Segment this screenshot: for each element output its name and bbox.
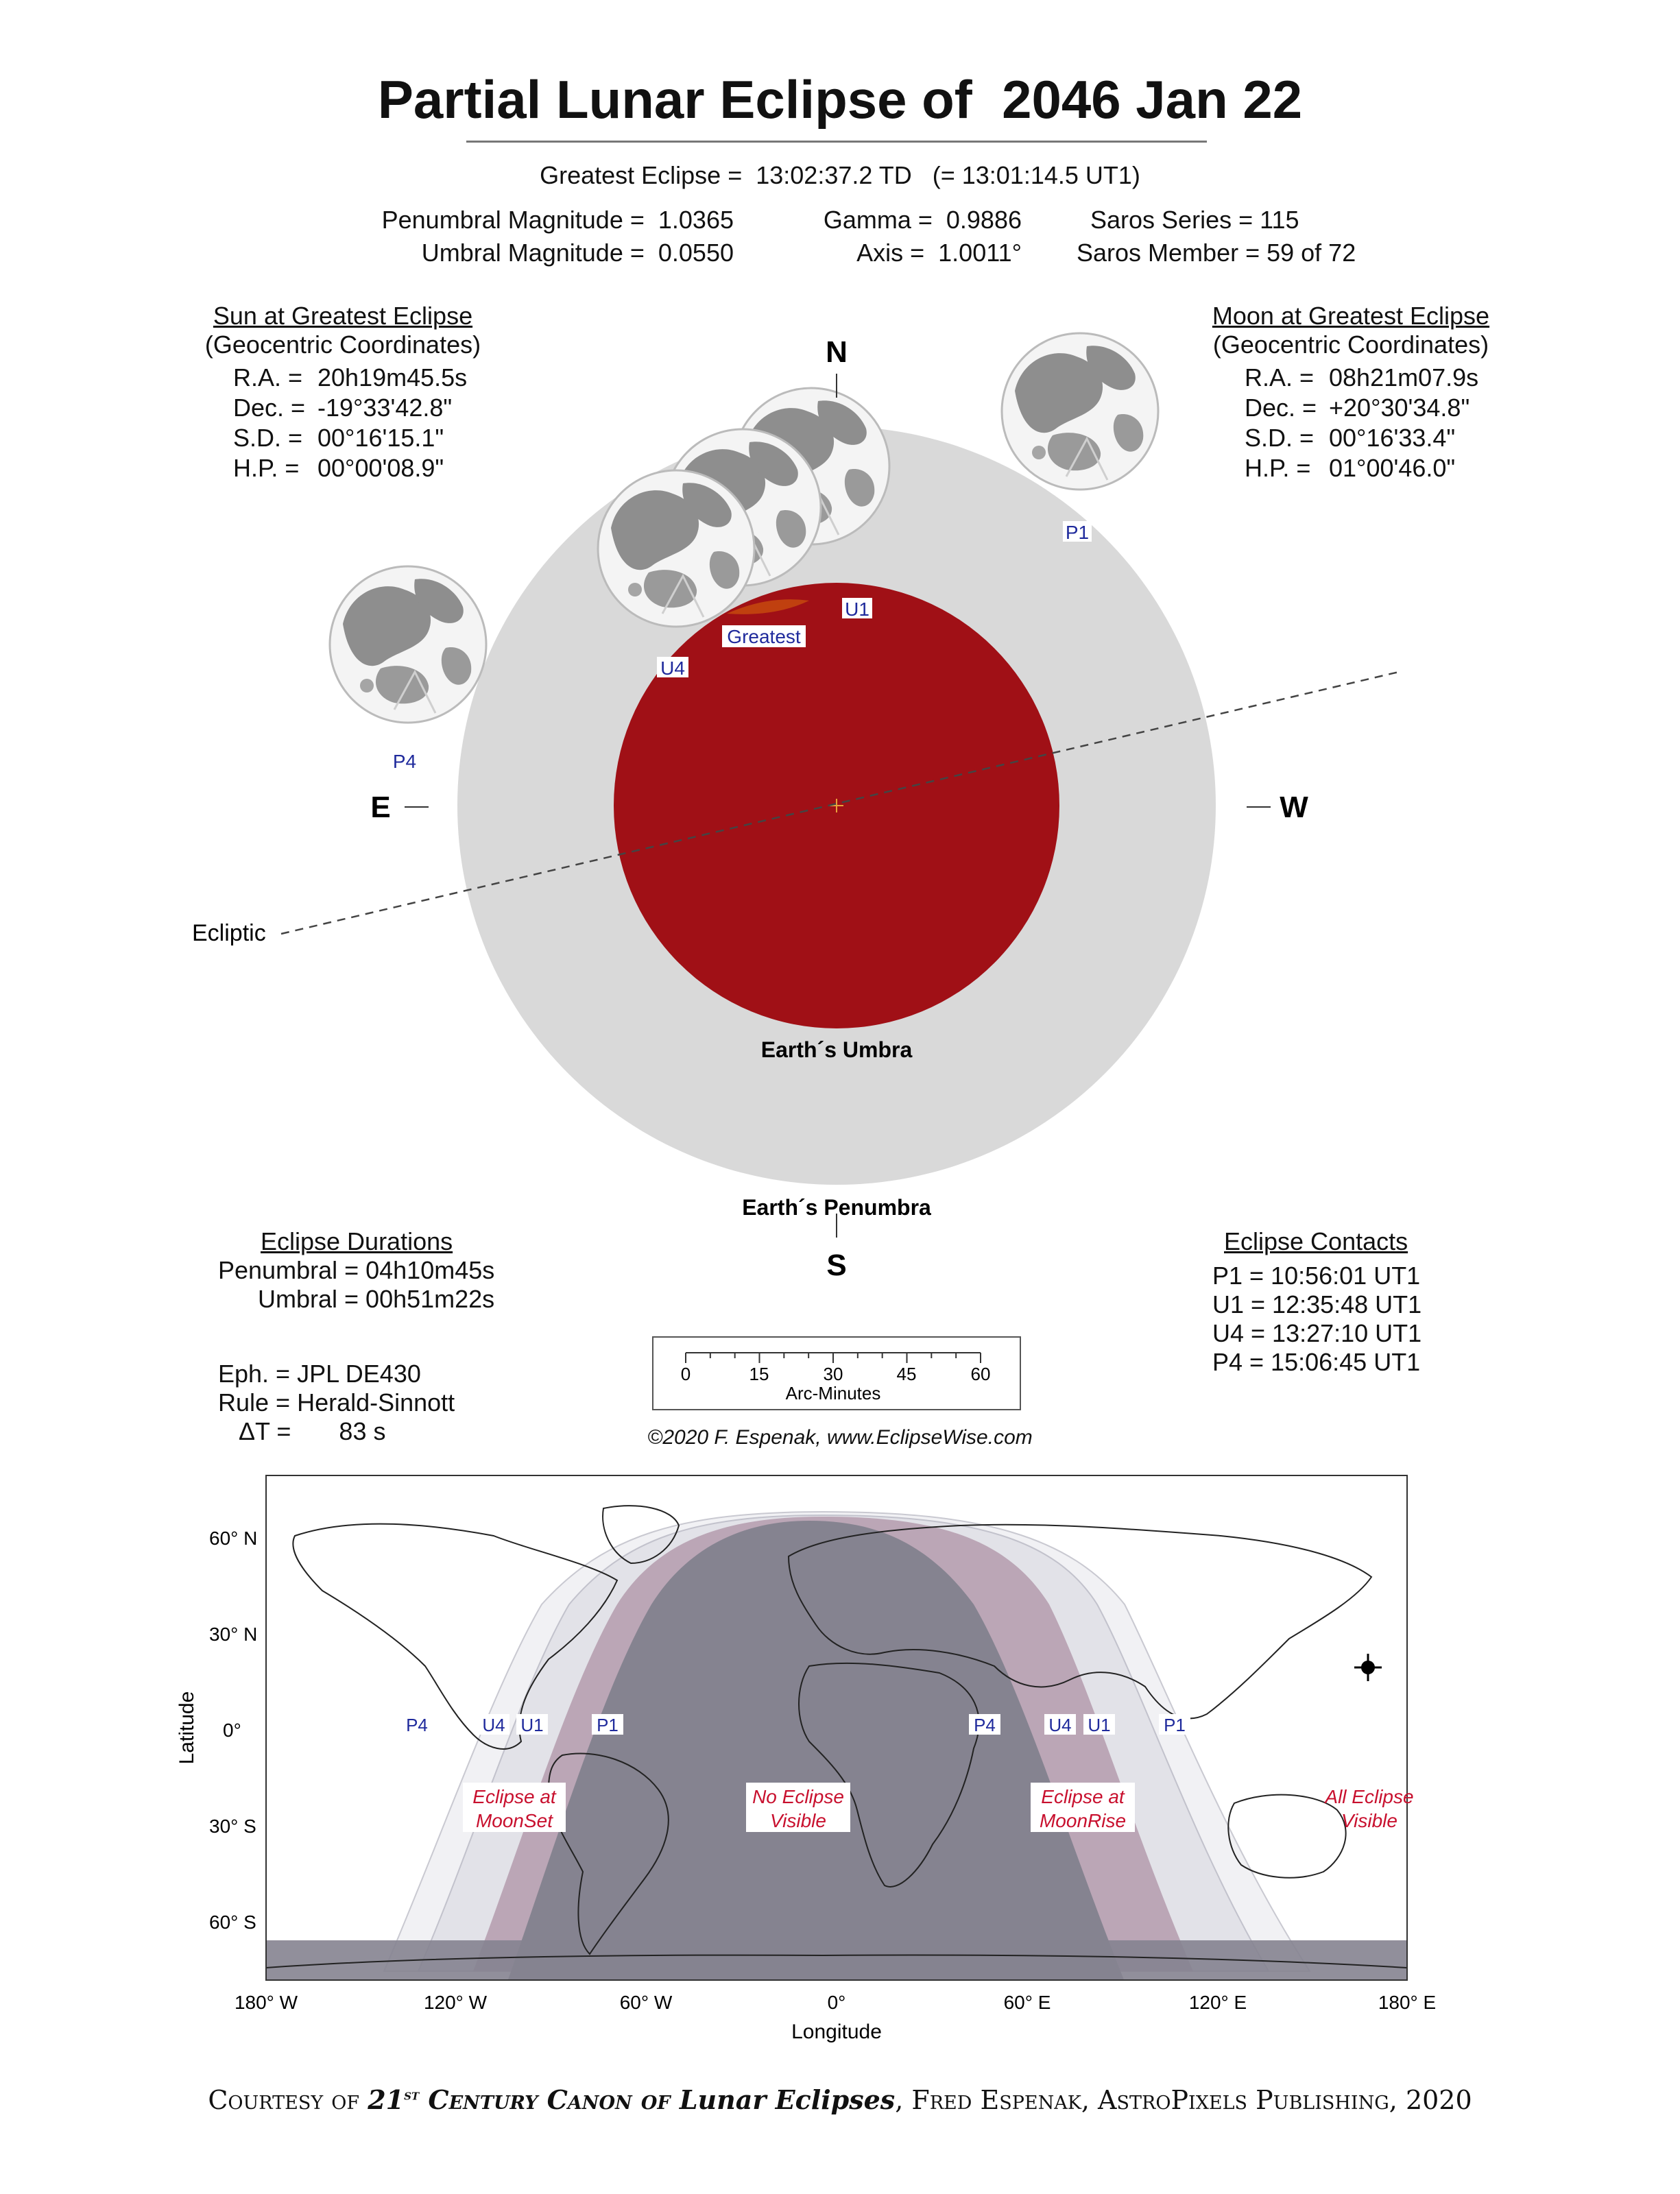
xtick-120w: 120° W — [423, 1992, 488, 2013]
scale-bar — [651, 1336, 1022, 1412]
moon-p4 — [330, 566, 486, 723]
map-xlabel: Longitude — [791, 2021, 882, 2043]
page-title: Partial Lunar Eclipse of 2046 Jan 22 — [377, 69, 1303, 130]
ephemeris: Eph. = JPL DE430 — [218, 1360, 421, 1388]
contact-p4-label: P4 — [392, 751, 417, 772]
umbral-magnitude: Umbral Magnitude = 0.0550 — [421, 239, 734, 267]
xtick-60w: 60° W — [619, 1992, 673, 2013]
umbral-duration: Umbral = 00h51m22s — [258, 1285, 495, 1313]
scale-tick-45: 45 — [896, 1364, 917, 1384]
saros-member: Saros Member = 59 of 72 — [1077, 239, 1356, 267]
ytick-30n: 30° N — [209, 1624, 258, 1645]
xtick-180w: 180° W — [234, 1992, 298, 2013]
footer-credit: Courtesy of 21st Century Canon of Lunar Eclipses, Fred Espenak, AstroPixels Publishing, 2020 — [208, 2084, 1472, 2115]
zone-none-line2: Visible — [770, 1810, 826, 1831]
zone-none-line1: No Eclipse — [752, 1786, 844, 1807]
map-east-u4: U4 — [1048, 1715, 1072, 1735]
contact-p1-label: P1 — [1065, 522, 1090, 543]
scale-label: Arc-Minutes — [785, 1383, 881, 1403]
saros-series: Saros Series = 115 — [1090, 206, 1299, 234]
contact-u4-label: U4 — [660, 658, 685, 679]
contact-u1-label: U1 — [845, 599, 869, 620]
penumbral-duration: Penumbral = 04h10m45s — [218, 1256, 495, 1284]
moon-dec: Dec. = +20°30'34.8" — [1245, 394, 1470, 422]
moon-subheading: (Geocentric Coordinates) — [1212, 330, 1489, 359]
south-label: S — [826, 1249, 847, 1282]
sun-hp: H.P. = 00°00'08.9" — [233, 454, 444, 482]
sun-subheading: (Geocentric Coordinates) — [204, 330, 481, 359]
copyright: ©2020 F. Espenak, www.EclipseWise.com — [647, 1426, 1033, 1449]
map-east-p1: P1 — [1164, 1715, 1186, 1735]
map-ylabel: Latitude — [176, 1691, 198, 1765]
scale-tick-30: 30 — [823, 1364, 843, 1384]
axis: Axis = 1.0011° — [856, 239, 1022, 267]
zone-all-line1: All Eclipse — [1325, 1786, 1414, 1807]
map-west-u1: U1 — [520, 1715, 544, 1735]
map-west-p1: P1 — [597, 1715, 619, 1735]
contacts-heading: Eclipse Contacts — [1224, 1227, 1408, 1255]
scale-tick-60: 60 — [970, 1364, 991, 1384]
sun-heading: Sun at Greatest Eclipse — [213, 302, 473, 330]
delta-t: ΔT = 83 s — [239, 1417, 386, 1445]
contact-u4-time: U4 = 13:27:10 UT1 — [1212, 1319, 1422, 1347]
greatest-eclipse: Greatest Eclipse = 13:02:37.2 TD (= 13:01:14.5 UT1) — [540, 161, 1140, 189]
scale-tick-15: 15 — [749, 1364, 769, 1384]
moon-sd: S.D. = 00°16'33.4" — [1245, 424, 1456, 452]
ytick-0: 0° — [223, 1720, 241, 1741]
contact-greatest-label: Greatest — [727, 626, 801, 647]
map-east-p4: P4 — [974, 1715, 996, 1735]
xtick-120e: 120° E — [1188, 1992, 1247, 2013]
scale-tick-0: 0 — [680, 1364, 691, 1384]
east-label: E — [370, 791, 391, 824]
zone-all-line2: Visible — [1341, 1810, 1397, 1831]
visibility-map — [0, 1460, 1680, 2064]
durations-heading: Eclipse Durations — [261, 1227, 453, 1255]
north-label: N — [826, 335, 848, 369]
map-east-u1: U1 — [1088, 1715, 1111, 1735]
contacts-list — [1212, 1262, 1421, 1377]
ytick-30s: 30° S — [209, 1816, 256, 1837]
moon-heading: Moon at Greatest Eclipse — [1212, 302, 1490, 330]
sun-dec: Dec. = -19°33'42.8" — [233, 394, 453, 422]
zone-moonrise-line1: Eclipse at — [1041, 1786, 1125, 1807]
zone-moonset-line2: MoonSet — [475, 1810, 553, 1831]
xtick-0: 0° — [827, 1992, 846, 2013]
moon-p1 — [1002, 333, 1158, 490]
penumbra-label: Earth´s Penumbra — [742, 1195, 931, 1220]
sun-sd: S.D. = 00°16'15.1" — [233, 424, 444, 452]
zone-moonset-line1: Eclipse at — [472, 1786, 556, 1807]
west-label: W — [1280, 791, 1308, 824]
ytick-60n: 60° N — [209, 1528, 258, 1549]
gamma: Gamma = 0.9886 — [823, 206, 1022, 234]
moon-hp: H.P. = 01°00'46.0" — [1245, 454, 1456, 482]
ecliptic-label: Ecliptic — [192, 920, 266, 946]
contact-p1-time: P1 = 10:56:01 UT1 — [1212, 1262, 1421, 1290]
ytick-60s: 60° S — [209, 1912, 256, 1933]
rule: Rule = Herald-Sinnott — [218, 1388, 455, 1417]
moon-u4 — [598, 470, 754, 627]
map-west-p4: P4 — [406, 1715, 428, 1735]
zone-moonrise-line2: MoonRise — [1039, 1810, 1127, 1831]
umbra-label: Earth´s Umbra — [760, 1037, 913, 1062]
contact-p4-time: P4 = 15:06:45 UT1 — [1212, 1348, 1421, 1376]
contact-u1-time: U1 = 12:35:48 UT1 — [1212, 1290, 1422, 1318]
moon-ra: R.A. = 08h21m07.9s — [1245, 363, 1479, 391]
xtick-60e: 60° E — [1003, 1992, 1051, 2013]
xtick-180e: 180° E — [1378, 1992, 1437, 2013]
penumbral-magnitude: Penumbral Magnitude = 1.0365 — [381, 206, 734, 234]
map-west-u4: U4 — [482, 1715, 505, 1735]
sun-ra: R.A. = 20h19m45.5s — [233, 363, 468, 391]
